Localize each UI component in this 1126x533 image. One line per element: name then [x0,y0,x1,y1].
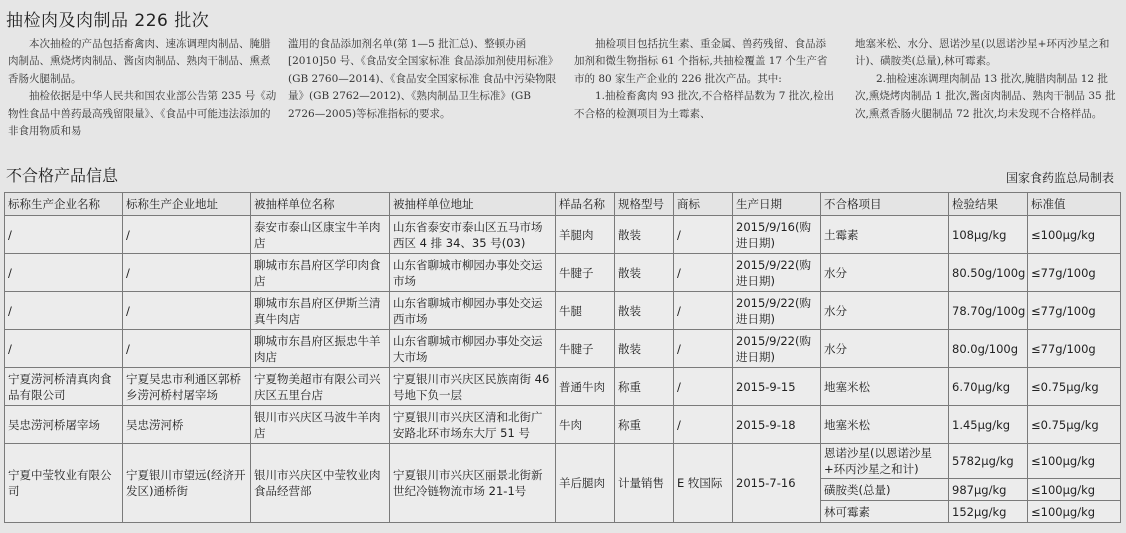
table-cell: 散装 [615,330,674,368]
table-cell: 108μg/kg [949,216,1028,254]
table-cell: / [123,216,251,254]
intro-column-1 [8,36,280,144]
table-cell: / [5,292,123,330]
table-cell: 山东省聊城市柳园办事处交运大市场 [390,330,556,368]
table-cell: / [123,254,251,292]
table-cell: 吴忠涝河桥屠宰场 [5,406,123,444]
table-cell: 6.70μg/kg [949,368,1028,406]
table-cell: ≤0.75μg/kg [1028,406,1121,444]
table-cell: 宁夏银川市望远(经济开发区)通桥街 [123,444,251,523]
table-header-row [5,193,1121,216]
table-cell: ≤100μg/kg [1028,479,1121,501]
table-cell: 吴忠涝河桥 [123,406,251,444]
intro-paragraph: 2.抽检速冻调理肉制品 13 批次,腌腊肉制品 12 批次,熏烧烤肉制品 1 批次,酱卤肉制品、熟肉干制品 35 批次,熏煮香肠火腿制品 72 批次,均未发现不合格样品。 [855,72,1116,120]
table-row [5,330,1121,368]
column-header: 被抽样单位地址 [390,193,556,216]
intro-column-2 [288,36,558,144]
column-header: 样品名称 [556,193,615,216]
table-cell: 普通牛肉 [556,368,615,406]
table-cell: / [5,254,123,292]
table-cell: 水分 [821,292,949,330]
table-cell: 称重 [615,406,674,444]
table-cell: ≤100μg/kg [1028,444,1121,479]
table-cell: / [674,216,733,254]
table-cell: 牛腿 [556,292,615,330]
table-cell: ≤77g/100g [1028,330,1121,368]
column-header: 标称生产企业地址 [123,193,251,216]
table-row [5,444,1121,479]
table-cell: 散装 [615,216,674,254]
column-header: 生产日期 [733,193,821,216]
table-cell: / [123,330,251,368]
table-row [5,254,1121,292]
table-cell: 山东省聊城市柳园办事处交运西市场 [390,292,556,330]
table-cell: 散装 [615,292,674,330]
table-cell: 2015-9-15 [733,368,821,406]
unqualified-products-table [4,192,1121,523]
table-cell: 羊腿肉 [556,216,615,254]
table-cell: 987μg/kg [949,479,1028,501]
intro-column-4 [855,36,1121,144]
column-header: 商标 [674,193,733,216]
table-cell: 5782μg/kg [949,444,1028,479]
table-cell: 羊后腿肉 [556,444,615,523]
table-cell: 宁夏银川市兴庆区丽景北街新世纪冷链物流市场 21-1号 [390,444,556,523]
table-cell: ≤77g/100g [1028,254,1121,292]
table-cell: / [674,292,733,330]
table-cell: E 牧国际 [674,444,733,523]
table-cell: 银川市兴庆区马波牛羊肉店 [251,406,390,444]
table-cell: 水分 [821,330,949,368]
table-cell: 80.0g/100g [949,330,1028,368]
table-cell: 地塞米松 [821,368,949,406]
table-cell: 山东省泰安市泰山区五马市场西区 4 排 34、35 号(03) [390,216,556,254]
column-header: 被抽样单位名称 [251,193,390,216]
table-cell: / [123,292,251,330]
table-cell: 2015-7-16 [733,444,821,523]
table-cell: ≤100μg/kg [1028,501,1121,523]
intro-paragraph: 1.抽检畜禽肉 93 批次,不合格样品数为 7 批次,检出不合格的检测项目为土霉素、 [574,90,835,120]
table-cell: 78.70g/100g [949,292,1028,330]
intro-paragraph: 地塞米松、水分、恩诺沙星(以恩诺沙星+环丙沙星之和计)、磺胺类(总量),林可霉素。 [855,38,1110,68]
table-cell: ≤0.75μg/kg [1028,368,1121,406]
table-cell: 宁夏银川市兴庆区民族南街 46 号地下负一层 [390,368,556,406]
table-cell: 牛肉 [556,406,615,444]
table-row [5,216,1121,254]
table-cell: 2015/9/16(购进日期) [733,216,821,254]
table-cell: / [5,216,123,254]
section-title: 不合格产品信息 [6,166,119,185]
table-cell: 牛腱子 [556,254,615,292]
table-cell: 林可霉素 [821,501,949,523]
table-row [5,292,1121,330]
table-cell: 宁夏中莹牧业有限公司 [5,444,123,523]
table-cell: 磺胺类(总量) [821,479,949,501]
column-header: 标称生产企业名称 [5,193,123,216]
column-header: 检验结果 [949,193,1028,216]
table-cell: 2015/9/22(购进日期) [733,330,821,368]
column-header: 规格型号 [615,193,674,216]
table-cell: 2015-9-18 [733,406,821,444]
table-cell: 泰安市泰山区康宝牛羊肉店 [251,216,390,254]
table-cell: / [5,330,123,368]
table-cell: 土霉素 [821,216,949,254]
table-cell: 聊城市东昌府区振忠牛羊肉店 [251,330,390,368]
table-cell: ≤77g/100g [1028,292,1121,330]
table-cell: / [674,368,733,406]
table-cell: 计量销售 [615,444,674,523]
column-header: 不合格项目 [821,193,949,216]
table-cell: 2015/9/22(购进日期) [733,254,821,292]
column-header: 标准值 [1028,193,1121,216]
intro-column-3 [574,36,836,144]
table-cell: / [674,406,733,444]
table-cell: 地塞米松 [821,406,949,444]
intro-paragraph: 抽检项目包括抗生素、重金属、兽药残留、食品添加剂和微生物指标 61 个指标,共抽检覆盖 17 个生产省市的 80 家生产企业的 226 批次产品。其中: [574,38,828,85]
table-cell: 银川市兴庆区中莹牧业肉食品经营部 [251,444,390,523]
intro-paragraph: 抽检依据是中华人民共和国农业部公告第 235 号《动物性食品中兽药最高残留限量》、《食品中可能违法添加的非食用物质和易 [8,90,277,138]
table-row [5,406,1121,444]
article-title: 抽检肉及肉制品 226 批次 [6,11,210,31]
table-cell: 1.45μg/kg [949,406,1028,444]
table-maker-credit: 国家食药监总局制表 [1005,171,1114,185]
table-cell: 水分 [821,254,949,292]
table-cell: 2015/9/22(购进日期) [733,292,821,330]
table-cell: 称重 [615,368,674,406]
intro-paragraph: 滥用的食品添加剂名单(第 1—5 批汇总)、整顿办函 [2010]50 号、《食品安全国家标准 食品添加剂使用标准》(GB 2760—2014)、《食品安全国家标准 食品中污染物限量》(GB 2762—2012)、《熟肉制品卫生标准》(GB 2726—2005)等标准指标的要求。 [288,38,557,120]
table-cell: ≤100μg/kg [1028,216,1121,254]
table-cell: / [674,254,733,292]
table-cell: 聊城市东昌府区学印肉食店 [251,254,390,292]
table-row [5,368,1121,406]
table-cell: 宁夏银川市兴庆区清和北街广安路北环市场东大厅 51 号 [390,406,556,444]
table-cell: 山东省聊城市柳园办事处交运市场 [390,254,556,292]
intro-paragraph: 本次抽检的产品包括畜禽肉、速冻调理肉制品、腌腊肉制品、熏烧烤肉制品、酱卤肉制品、熟肉干制品、熏煮香肠火腿制品。 [8,38,271,85]
table-cell: 宁夏吴忠市利通区郭桥乡涝河桥村屠宰场 [123,368,251,406]
table-cell: 牛腱子 [556,330,615,368]
table-cell: 散装 [615,254,674,292]
table-cell: 80.50g/100g [949,254,1028,292]
table-cell: 聊城市东昌府区伊斯兰清真牛肉店 [251,292,390,330]
table-cell: 恩诺沙星(以恩诺沙星+环丙沙星之和计) [821,444,949,479]
table-cell: 宁夏涝河桥清真肉食品有限公司 [5,368,123,406]
table-cell: 152μg/kg [949,501,1028,523]
table-cell: / [674,330,733,368]
table-cell: 宁夏物美超市有限公司兴庆区五里台店 [251,368,390,406]
